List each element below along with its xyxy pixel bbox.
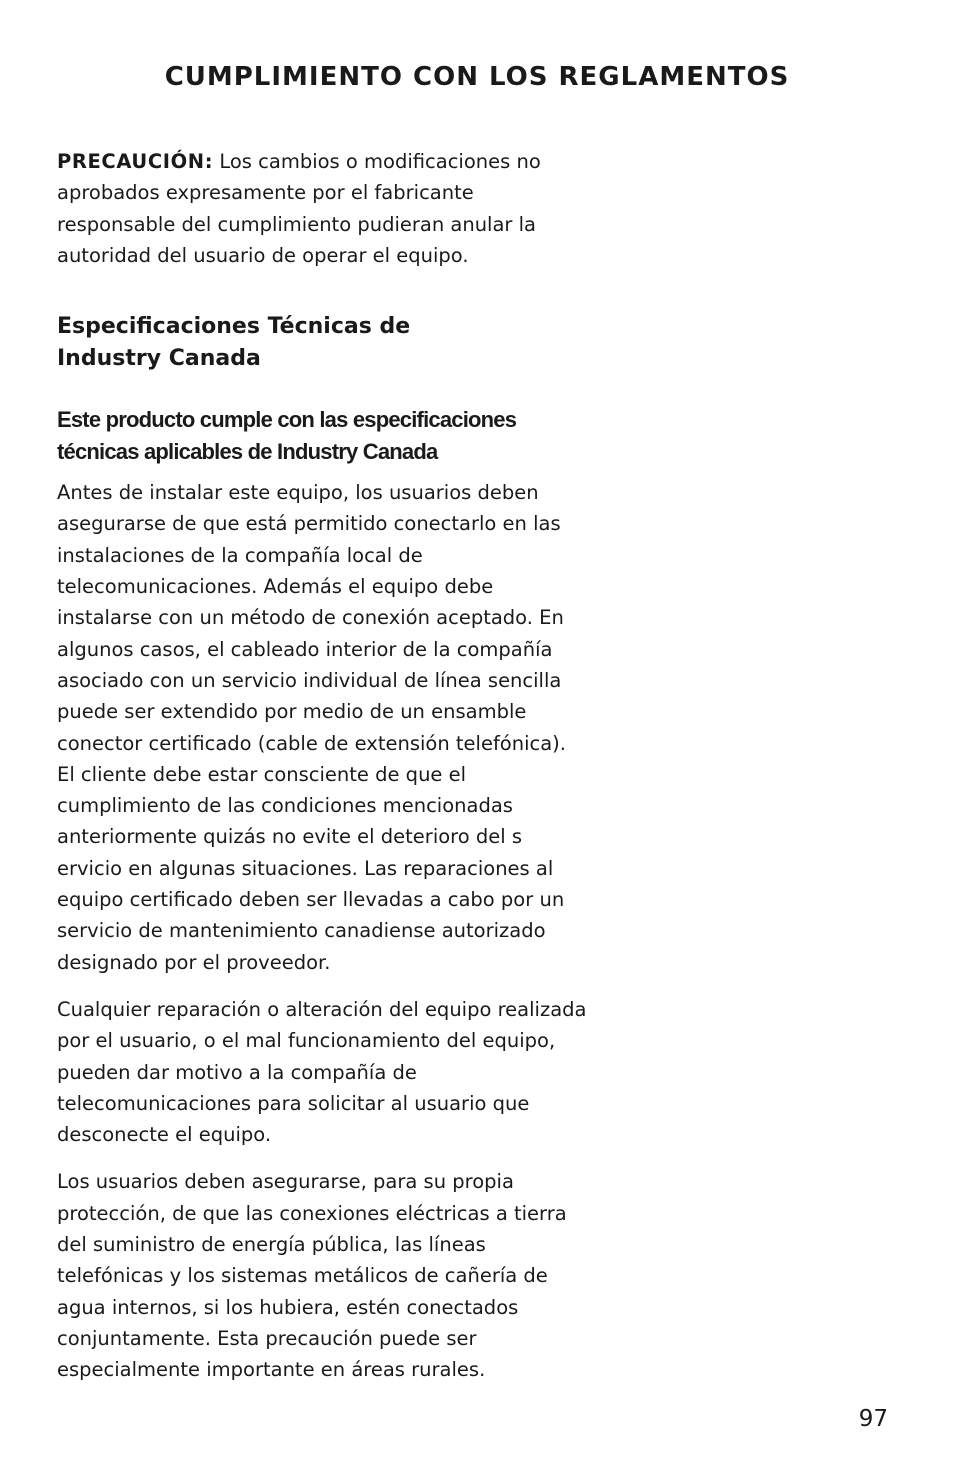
paragraph-repairs: Cualquier reparación o alteración del equipo realizada por el usuario, o el mal funcionamiento del equipo, pueden dar motivo a la compañía de telecomunicaciones para solicitar al usuario que desconecte el equipo. [57,997,587,1147]
caution-text: Los cambios o modificaciones no aprobados expresamente por el fabricante responsable del cumplimiento pudieran anular la autoridad del usuario de operar el equipo. [57,150,541,267]
subheading-line-1: Este producto cumple con las especificaciones [57,407,517,433]
page-title: CUMPLIMIENTO CON LOS REGLAMENTOS [164,62,790,92]
page-content [57,146,587,1386]
section-subheading [57,404,587,467]
section-heading-line-1: Especificaciones Técnicas de [57,314,411,340]
paragraph-grounding: Los usuarios deben asegurarse, para su propia protección, de que las conexiones eléctricas a tierra del suministro de energía pública, las líneas telefónicas y los sistemas metálicos de cañería de agua internos, si los hubiera, estén conectados conjuntamente. Esta precaución puede ser especialmente importante en áreas rurales. [57,1170,567,1382]
paragraph-installation: Antes de instalar este equipo, los usuarios deben asegurarse de que está permitido conectarlo en las instalaciones de la compañía local de telecomunicaciones. Además el equipo debe instalarse con un método de conexión aceptado. En algunos casos, el cableado interior de la compañía asociado con un servicio individual de línea sencilla puede ser extendido por medio de un ensamble conector certificado (cable de extensión telefónica). El cliente debe estar consciente de que el cumplimiento de las condiciones mencionadas anteriormente quizás no evite el deterioro del s ervicio en algunas situaciones. Las reparaciones al equipo certificado deben ser llevadas a cabo por un servicio de mantenimiento canadiense autorizado designado por el proveedor. [57,481,566,974]
caution-label: PRECAUCIÓN: [57,150,214,173]
section-heading [57,311,587,374]
caution-paragraph [57,146,587,271]
page-number: 97 [858,1406,888,1432]
section-heading-line-2: Industry Canada [57,345,261,371]
subheading-line-2: técnicas aplicables de Industry Canada [57,438,438,464]
